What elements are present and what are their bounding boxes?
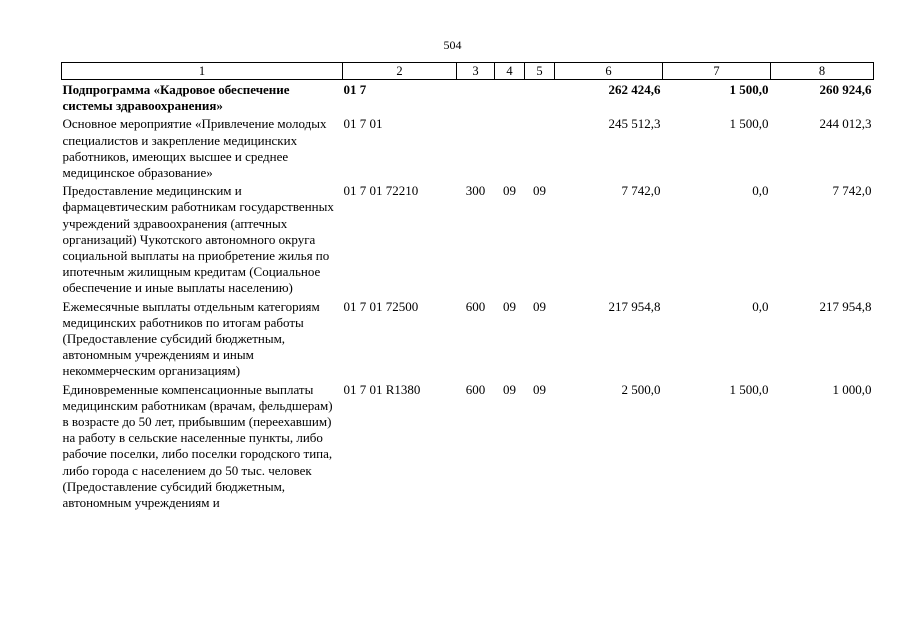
row-rz: 09	[503, 183, 516, 199]
row-code: 01 7 01 72500	[343, 298, 419, 314]
row-name: Предоставление медицинским и фармацевтическим работникам государственных учреждений здравоохранения (аптечных организаций) Чукотского автономного округа социальной выплаты на приобретение жилья по ипотечным жилищным кредитам (Социальное обеспечение и иные выплаты населению)	[62, 183, 334, 296]
row-name: Основное мероприятие «Привлечение молодых специалистов и закрепление медицинских работников, имеющих высшее и среднее медицинское образование»	[62, 116, 327, 181]
row-fed: 1 500,0	[729, 381, 769, 397]
table-row-subprogram	[62, 80, 874, 115]
row-rz	[495, 80, 525, 115]
row-pr	[525, 114, 555, 181]
header-col-4: 4	[495, 63, 525, 80]
row-vr	[457, 114, 495, 181]
header-row	[62, 63, 874, 80]
row-reg: 260 924,6	[819, 82, 872, 97]
row-pr	[525, 80, 555, 115]
row-name: Ежемесячные выплаты отдельным категориям медицинских работников по итогам работы (Предоставление субсидий бюджетным, автономным учреждениям и иным некоммерческим организациям)	[62, 298, 320, 379]
header-col-5: 5	[525, 63, 555, 80]
table-row	[62, 181, 874, 296]
row-code: 01 7 01	[343, 116, 383, 132]
header-col-2: 2	[343, 63, 457, 80]
table-row-main-activity	[62, 114, 874, 181]
row-pr: 09	[533, 183, 546, 199]
header-col-3: 3	[457, 63, 495, 80]
row-pr: 09	[533, 298, 546, 314]
header-col-8: 8	[771, 63, 874, 80]
row-vr: 300	[465, 183, 486, 199]
row-reg: 217 954,8	[819, 298, 872, 314]
row-name: Единовременные компенсационные выплаты медицинским работникам (врачам, фельдшерам) в возрасте до 50 лет, прибывшим (переехавшим) на работу в сельские населенные пункты, либо рабочие поселки, либо поселки городского типа, либо города с населением до 50 тыс. человек (Предоставление субсидий бюджетным, автономным учреждениям и	[62, 381, 333, 511]
row-rz: 09	[503, 381, 516, 397]
row-vr: 600	[465, 381, 486, 397]
row-code: 01 7 01 R1380	[343, 381, 421, 397]
row-reg: 1 000,0	[832, 381, 872, 397]
row-vr: 600	[465, 298, 486, 314]
row-fed: 0,0	[752, 298, 769, 314]
header-col-6: 6	[555, 63, 663, 80]
row-vr	[457, 80, 495, 115]
table-body	[62, 80, 874, 512]
budget-table	[61, 62, 874, 511]
row-reg: 7 742,0	[832, 183, 872, 199]
row-sum: 7 742,0	[621, 183, 661, 199]
row-sum: 217 954,8	[608, 298, 661, 314]
row-rz	[495, 114, 525, 181]
header-col-1: 1	[62, 63, 343, 80]
table-row	[62, 380, 874, 512]
row-pr: 09	[533, 381, 546, 397]
row-sum: 2 500,0	[621, 381, 661, 397]
row-fed: 1 500,0	[729, 82, 769, 97]
header-col-7: 7	[663, 63, 771, 80]
row-sum: 245 512,3	[608, 116, 661, 132]
table-header	[62, 63, 874, 80]
row-fed: 1 500,0	[729, 116, 769, 132]
row-code: 01 7 01 72210	[343, 183, 419, 199]
row-reg: 244 012,3	[819, 116, 872, 132]
row-fed: 0,0	[752, 183, 769, 199]
row-code: 01 7	[343, 82, 367, 97]
row-rz: 09	[503, 298, 516, 314]
row-name: Подпрограмма «Кадровое обеспечение системы здравоохранения»	[62, 82, 290, 114]
page-number: 504	[443, 38, 462, 52]
table-row	[62, 297, 874, 380]
row-sum: 262 424,6	[608, 82, 661, 97]
